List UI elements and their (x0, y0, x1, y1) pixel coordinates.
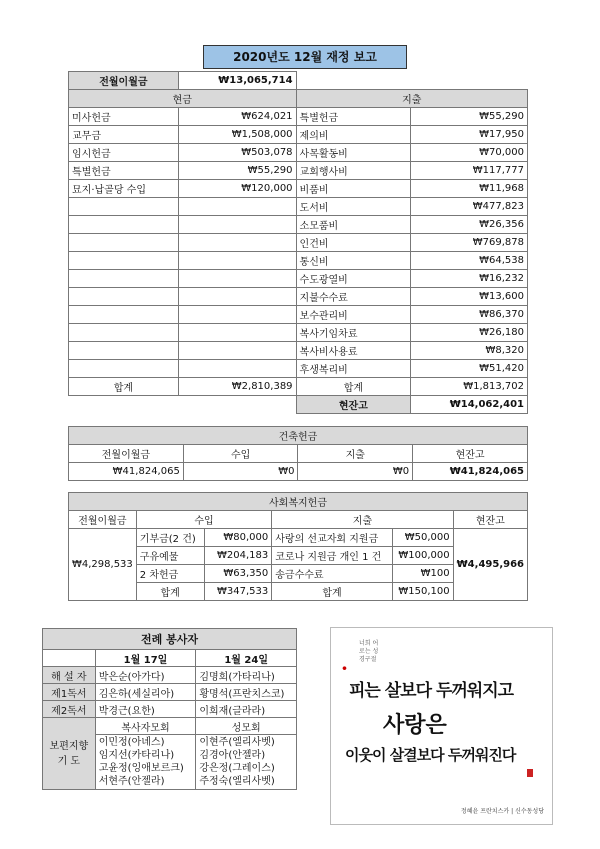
welfare-out-value: ₩100,000 (392, 547, 453, 565)
servers-name: 고윤정(잉애보르크) (98, 763, 184, 774)
welfare-in-value: ₩204,183 (204, 547, 272, 565)
welfare-header: 지출 (272, 511, 453, 529)
expense-label: 통신비 (296, 252, 411, 270)
servers-name: 김경아(안젤라) (199, 750, 266, 761)
income-value: ₩503,078 (178, 144, 296, 162)
welfare-in-value: ₩63,350 (204, 565, 272, 583)
expense-value: ₩477,823 (411, 198, 528, 216)
prayer-names-a (95, 735, 196, 790)
servers-name: 이희재(글라라) (196, 701, 297, 718)
expense-label: 지불수수료 (296, 288, 411, 306)
income-label: 특별헌금 (69, 162, 179, 180)
expense-label: 인건비 (296, 234, 411, 252)
servers-name: 강은정(그레이스) (199, 763, 275, 774)
servers-group: 복사자모회 (95, 718, 196, 735)
table-row (69, 360, 528, 378)
expense-value: ₩55,290 (411, 108, 528, 126)
prayer-role-line: 보편지향 (49, 740, 89, 752)
welfare-out-total: ₩150,100 (392, 583, 453, 601)
income-total-value: ₩2,810,389 (178, 378, 296, 396)
servers-name: 김명희(가타리나) (196, 667, 297, 684)
building-value: ₩0 (183, 463, 298, 481)
welfare-fund-table (68, 492, 528, 601)
prayer-names-b (196, 735, 297, 790)
finance-table (68, 71, 528, 414)
prev-balance-label: 전월이월금 (69, 72, 179, 90)
welfare-header: 전월이월금 (69, 511, 137, 529)
table-row (69, 252, 528, 270)
welfare-out-label: 사랑의 선교자회 지원금 (272, 529, 393, 547)
building-header: 수입 (183, 445, 298, 463)
expense-label: 수도광열비 (296, 270, 411, 288)
expense-value: ₩13,600 (411, 288, 528, 306)
welfare-out-value: ₩50,000 (392, 529, 453, 547)
building-fund-table (68, 426, 528, 481)
welfare-in-total-label: 합계 (136, 583, 204, 601)
expense-label: 복사기임차료 (296, 324, 411, 342)
expense-value: ₩769,878 (411, 234, 528, 252)
servers-role: 해 설 자 (43, 667, 96, 684)
calligraphy-line: 이웃이 살결보다 두꺼워진다 (345, 746, 516, 764)
welfare-in-value: ₩80,000 (204, 529, 272, 547)
welfare-prev-value: ₩4,298,533 (69, 529, 137, 601)
income-header: 현금 (69, 90, 297, 108)
servers-name: 이민정(아녜스) (98, 737, 165, 748)
table-row (69, 288, 528, 306)
building-fund-title: 건축헌금 (69, 427, 528, 445)
calligraphy-line: 사랑은 (383, 712, 447, 738)
income-label: 미사헌금 (69, 108, 179, 126)
calligraphy-signature: 정혜윤 프란치스카 | 신수동성당 (460, 808, 544, 815)
table-row (69, 342, 528, 360)
income-label: 교무금 (69, 126, 179, 144)
servers-name: 황명석(프란치스코) (196, 684, 297, 701)
servers-role (43, 718, 96, 790)
building-value: ₩41,824,065 (413, 463, 528, 481)
servers-name: 김은하(세실리아) (95, 684, 196, 701)
calligraphy-line: 피는 살보다 두꺼워지고 (349, 681, 514, 701)
expense-value: ₩26,356 (411, 216, 528, 234)
building-header: 전월이월금 (69, 445, 184, 463)
table-row (69, 108, 528, 126)
expense-value: ₩51,420 (411, 360, 528, 378)
expense-value: ₩64,538 (411, 252, 528, 270)
income-total-label: 합계 (69, 378, 179, 396)
expense-label: 제의비 (296, 126, 411, 144)
expense-label: 특별헌금 (296, 108, 411, 126)
income-value: ₩120,000 (178, 180, 296, 198)
income-value: ₩624,021 (178, 108, 296, 126)
expense-total-label: 합계 (296, 378, 411, 396)
totals-row (69, 378, 528, 396)
table-row (69, 198, 528, 216)
table-row (69, 126, 528, 144)
expense-label: 교회행사비 (296, 162, 411, 180)
table-row (69, 306, 528, 324)
welfare-out-value: ₩100 (392, 565, 453, 583)
expense-value: ₩16,232 (411, 270, 528, 288)
expense-value: ₩117,777 (411, 162, 528, 180)
welfare-out-total-label: 합계 (272, 583, 393, 601)
calligraphy-corner-text: 너희 어로는 성경구절 (359, 640, 379, 663)
expense-label: 비품비 (296, 180, 411, 198)
table-row (69, 270, 528, 288)
building-header: 현잔고 (413, 445, 528, 463)
expense-label: 후생복리비 (296, 360, 411, 378)
table-row (69, 162, 528, 180)
expense-label: 사목활동비 (296, 144, 411, 162)
table-row (69, 180, 528, 198)
servers-date: 1월 17일 (95, 650, 196, 667)
income-label: 묘지·납골당 수입 (69, 180, 179, 198)
expense-value: ₩26,180 (411, 324, 528, 342)
servers-name: 박경근(요한) (95, 701, 196, 718)
building-value: ₩41,824,065 (69, 463, 184, 481)
expense-label: 도서비 (296, 198, 411, 216)
expense-value: ₩70,000 (411, 144, 528, 162)
servers-name: 서현주(안젤라) (98, 776, 165, 787)
expense-value: ₩17,950 (411, 126, 528, 144)
income-label: 임시헌금 (69, 144, 179, 162)
welfare-out-label: 코로나 지원금 개인 1 건 (272, 547, 393, 565)
expense-value: ₩8,320 (411, 342, 528, 360)
expense-total-value: ₩1,813,702 (411, 378, 528, 396)
welfare-fund-title: 사회복지헌금 (69, 493, 528, 511)
seal-stamp-icon (527, 769, 533, 777)
red-dot-icon: · (341, 656, 348, 680)
welfare-in-label: 구유예물 (136, 547, 204, 565)
expense-label: 복사비사용료 (296, 342, 411, 360)
expense-label: 보수관리비 (296, 306, 411, 324)
servers-name: 주정숙(엘리사벳) (199, 776, 275, 787)
balance-label: 현잔고 (296, 396, 411, 414)
building-value: ₩0 (298, 463, 413, 481)
servers-name: 박은순(아가다) (95, 667, 196, 684)
income-value: ₩55,290 (178, 162, 296, 180)
servers-date: 1월 24일 (196, 650, 297, 667)
expense-header: 지출 (296, 90, 527, 108)
building-header: 지출 (298, 445, 413, 463)
servers-name: 이현주(엘리사벳) (199, 737, 275, 748)
servers-group: 성모회 (196, 718, 297, 735)
servers-role: 제1독서 (43, 684, 96, 701)
prayer-role-line: 기 도 (57, 755, 81, 767)
liturgy-servers-table (42, 628, 297, 790)
servers-name: 임지선(카타리나) (98, 750, 175, 761)
welfare-balance-value: ₩4,495,966 (453, 529, 527, 601)
welfare-in-total: ₩347,533 (204, 583, 272, 601)
welfare-in-label: 2 차헌금 (136, 565, 204, 583)
servers-title: 전례 봉사자 (43, 629, 297, 650)
servers-role: 제2독서 (43, 701, 96, 718)
table-row (69, 216, 528, 234)
page-title: 2020년도 12월 재정 보고 (203, 45, 407, 69)
table-row (69, 234, 528, 252)
welfare-header: 수입 (136, 511, 271, 529)
balance-value: ₩14,062,401 (411, 396, 528, 414)
calligraphy-image (330, 627, 553, 825)
table-row (69, 324, 528, 342)
welfare-header: 현잔고 (453, 511, 527, 529)
expense-value: ₩86,370 (411, 306, 528, 324)
welfare-in-label: 기부금(2 건) (136, 529, 204, 547)
prev-balance-value: ₩13,065,714 (178, 72, 296, 90)
expense-value: ₩11,968 (411, 180, 528, 198)
welfare-out-label: 송금수수료 (272, 565, 393, 583)
expense-label: 소모품비 (296, 216, 411, 234)
income-value: ₩1,508,000 (178, 126, 296, 144)
table-row (69, 144, 528, 162)
